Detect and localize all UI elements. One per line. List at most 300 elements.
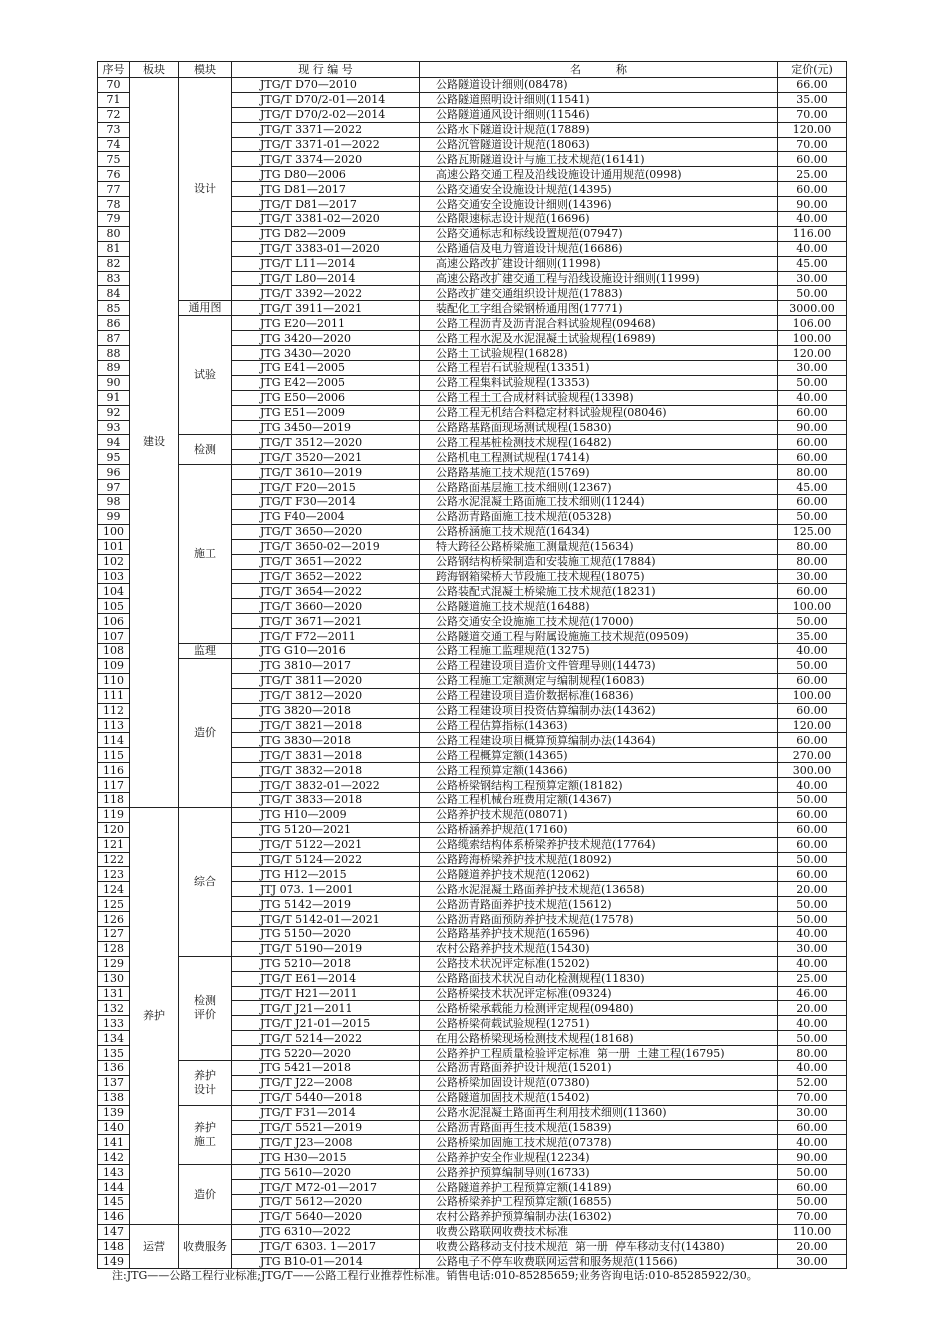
standard-code: JTG 5421—2018 — [232, 1061, 420, 1076]
standard-code: JTG/T 3811—2020 — [232, 673, 420, 688]
standard-name: 高速公路改扩建交通工程与沿线设施设计细则(11999) — [420, 271, 778, 286]
row-number: 141 — [98, 1135, 130, 1150]
standard-code: JTG/T F72—2011 — [232, 629, 420, 644]
row-number: 99 — [98, 509, 130, 524]
price-value: 50.00 — [778, 286, 847, 301]
price-value: 40.00 — [778, 926, 847, 941]
price-value: 50.00 — [778, 1031, 847, 1046]
standard-name: 在用公路桥梁现场检测技术规程(18168) — [420, 1031, 778, 1046]
standard-code: JTG/T 3812—2020 — [232, 688, 420, 703]
standard-name: 公路路面技术状况自动化检测规程(11830) — [420, 971, 778, 986]
price-value: 30.00 — [778, 1254, 847, 1269]
standard-name: 公路水泥混凝土路面再生利用技术细则(11360) — [420, 1105, 778, 1120]
price-value: 110.00 — [778, 1224, 847, 1239]
module-cell: 试验 — [179, 316, 232, 435]
standard-name: 公路工程基桩检测技术规程(16482) — [420, 435, 778, 450]
standard-code: JTG B10-01—2014 — [232, 1254, 420, 1269]
price-value: 25.00 — [778, 167, 847, 182]
price-value: 60.00 — [778, 435, 847, 450]
standard-code: JTG F40—2004 — [232, 509, 420, 524]
standard-name: 公路水泥混凝土路面施工技术细则(11244) — [420, 495, 778, 510]
standard-name: 公路技术状况评定标准(15202) — [420, 956, 778, 971]
price-value: 70.00 — [778, 1209, 847, 1224]
standard-code: JTG/T 3831—2018 — [232, 748, 420, 763]
price-value: 45.00 — [778, 480, 847, 495]
price-value: 60.00 — [778, 837, 847, 852]
row-number: 131 — [98, 986, 130, 1001]
standard-code: JTG/T 5640—2020 — [232, 1209, 420, 1224]
module-cell: 设计 — [179, 78, 232, 301]
row-number: 144 — [98, 1180, 130, 1195]
standard-code: JTG E50—2006 — [232, 390, 420, 405]
price-value: 90.00 — [778, 197, 847, 212]
standard-code: JTG 5120—2021 — [232, 822, 420, 837]
standard-code: JTG 6310—2022 — [232, 1224, 420, 1239]
row-number: 112 — [98, 703, 130, 718]
price-value: 30.00 — [778, 361, 847, 376]
standard-code: JTG 5210—2018 — [232, 956, 420, 971]
standard-name: 公路隧道施工技术规范(16488) — [420, 599, 778, 614]
standard-name: 公路限速标志设计规范(16696) — [420, 212, 778, 227]
price-value: 100.00 — [778, 599, 847, 614]
row-number: 95 — [98, 450, 130, 465]
row-number: 116 — [98, 763, 130, 778]
standard-name: 收费公路联网收费技术标准 — [420, 1224, 778, 1239]
price-value: 90.00 — [778, 420, 847, 435]
price-value: 60.00 — [778, 807, 847, 822]
price-value: 270.00 — [778, 748, 847, 763]
row-number: 82 — [98, 256, 130, 271]
standard-code: JTG H30—2015 — [232, 1150, 420, 1165]
row-number: 79 — [98, 212, 130, 227]
standard-code: JTG/T L11—2014 — [232, 256, 420, 271]
standard-name: 公路路基路面现场测试规程(15830) — [420, 420, 778, 435]
standard-code: JTG G10—2016 — [232, 643, 420, 658]
standard-code: JTG 3830—2018 — [232, 733, 420, 748]
standard-name: 公路沥青路面预防养护技术规范(17578) — [420, 912, 778, 927]
standard-name: 公路隧道交通工程与附属设施施工技术规范(09509) — [420, 629, 778, 644]
row-number: 134 — [98, 1031, 130, 1046]
row-number: 106 — [98, 614, 130, 629]
standard-name: 公路改扩建交通组织设计规范(17883) — [420, 286, 778, 301]
standard-code: JTG E51—2009 — [232, 405, 420, 420]
price-value: 60.00 — [778, 703, 847, 718]
standard-code: JTG/T D70—2010 — [232, 78, 420, 93]
price-value: 80.00 — [778, 1046, 847, 1061]
price-value: 45.00 — [778, 256, 847, 271]
standard-code: JTG H10—2009 — [232, 807, 420, 822]
row-number: 136 — [98, 1061, 130, 1076]
row-number: 143 — [98, 1165, 130, 1180]
row-number: 146 — [98, 1209, 130, 1224]
row-number: 115 — [98, 748, 130, 763]
standard-name: 公路工程施工定额测定与编制规程(16083) — [420, 673, 778, 688]
price-value: 120.00 — [778, 346, 847, 361]
row-number: 93 — [98, 420, 130, 435]
standard-name: 公路工程建设项目造价数据标准(16836) — [420, 688, 778, 703]
standard-code: JTG/T 5612—2020 — [232, 1195, 420, 1210]
standard-code: JTG/T 3383-01—2020 — [232, 241, 420, 256]
standard-name: 公路交通安全设施施工技术规范(17000) — [420, 614, 778, 629]
header-name: 名 称 — [420, 62, 778, 78]
standard-name: 特大跨径公路桥梁施工测量规范(15634) — [420, 539, 778, 554]
table-row — [98, 78, 847, 93]
section-cell: 运营 — [130, 1224, 179, 1269]
standard-code: JTG/T 3651—2022 — [232, 554, 420, 569]
standard-name: 高速公路改扩建设计细则(11998) — [420, 256, 778, 271]
row-number: 135 — [98, 1046, 130, 1061]
standard-code: JTG/T D70/2-01—2014 — [232, 92, 420, 107]
price-value: 46.00 — [778, 986, 847, 1001]
price-value: 40.00 — [778, 241, 847, 256]
standard-code: JTG/T J21—2011 — [232, 1001, 420, 1016]
row-number: 103 — [98, 569, 130, 584]
standard-name: 公路工程建设项目投资估算编制办法(14362) — [420, 703, 778, 718]
standard-name: 公路沥青路面再生技术规范(15839) — [420, 1120, 778, 1135]
standard-name: 公路路面基层施工技术细则(12367) — [420, 480, 778, 495]
standard-name: 公路工程估算指标(14363) — [420, 718, 778, 733]
standard-code: JTG/T D81—2017 — [232, 197, 420, 212]
standard-code: JTG/T 3911—2021 — [232, 301, 420, 316]
table-row — [98, 301, 847, 316]
module-cell: 造价 — [179, 658, 232, 807]
row-number: 109 — [98, 658, 130, 673]
row-number: 107 — [98, 629, 130, 644]
standard-code: JTG 5220—2020 — [232, 1046, 420, 1061]
standard-name: 公路工程沥青及沥青混合料试验规程(09468) — [420, 316, 778, 331]
row-number: 110 — [98, 673, 130, 688]
price-value: 80.00 — [778, 465, 847, 480]
standard-name: 公路钢结构桥梁制造和安装施工规范(17884) — [420, 554, 778, 569]
row-number: 90 — [98, 375, 130, 390]
standard-code: JTG/T F20—2015 — [232, 480, 420, 495]
standard-name: 公路桥梁钢结构工程预算定额(18182) — [420, 778, 778, 793]
standard-name: 公路养护预算编制导则(16733) — [420, 1165, 778, 1180]
standard-code: JTG/T 3660—2020 — [232, 599, 420, 614]
row-number: 128 — [98, 941, 130, 956]
price-value: 106.00 — [778, 316, 847, 331]
price-value: 120.00 — [778, 122, 847, 137]
standard-name: 公路工程水泥及水泥混凝土试验规程(16989) — [420, 331, 778, 346]
table-row — [98, 465, 847, 480]
row-number: 84 — [98, 286, 130, 301]
standard-code: JTG/T 3610—2019 — [232, 465, 420, 480]
standard-code: JTG/T J23—2008 — [232, 1135, 420, 1150]
standard-name: 公路桥梁加固设计规范(07380) — [420, 1075, 778, 1090]
standard-name: 公路瓦斯隧道设计与施工技术规范(16141) — [420, 152, 778, 167]
footnote: 注:JTG——公路工程行业标准;JTG/T——公路工程行业推荐性标准。销售电话:010-85285659;业务咨询电话:010-85285922/30。 — [112, 1269, 758, 1282]
price-value: 35.00 — [778, 92, 847, 107]
price-value: 40.00 — [778, 778, 847, 793]
price-value: 120.00 — [778, 718, 847, 733]
standard-code: JTG/T 3833—2018 — [232, 792, 420, 807]
table-row — [98, 807, 847, 822]
standard-name: 公路桥梁养护工程预算定额(16855) — [420, 1195, 778, 1210]
standard-code: JTG/T 3371—2022 — [232, 122, 420, 137]
module-cell: 养护施工 — [179, 1105, 232, 1165]
header-code: 现 行 编 号 — [232, 62, 420, 78]
section-cell: 建设 — [130, 78, 179, 808]
standard-code: JTG/T 3832—2018 — [232, 763, 420, 778]
price-value: 30.00 — [778, 1105, 847, 1120]
row-number: 138 — [98, 1090, 130, 1105]
price-value: 60.00 — [778, 1180, 847, 1195]
standard-code: JTG/T 3671—2021 — [232, 614, 420, 629]
standard-code: JTG/T E61—2014 — [232, 971, 420, 986]
standard-code: JTG/T 5190—2019 — [232, 941, 420, 956]
standard-code: JTG 3420—2020 — [232, 331, 420, 346]
standard-name: 公路工程建设项目造价文件管理导则(14473) — [420, 658, 778, 673]
standard-name: 公路工程集料试验规程(13353) — [420, 375, 778, 390]
price-value: 40.00 — [778, 212, 847, 227]
standard-code: JTG/T 3821—2018 — [232, 718, 420, 733]
module-cell: 综合 — [179, 807, 232, 956]
price-value: 40.00 — [778, 390, 847, 405]
price-value: 35.00 — [778, 629, 847, 644]
table-row — [98, 1224, 847, 1239]
standard-code: JTG/T 5122—2021 — [232, 837, 420, 852]
row-number: 74 — [98, 137, 130, 152]
standard-name: 公路隧道养护技术规范(12062) — [420, 867, 778, 882]
row-number: 148 — [98, 1239, 130, 1254]
standard-code: JTG/T 5142-01—2021 — [232, 912, 420, 927]
standard-code: JTG 3810—2017 — [232, 658, 420, 673]
table-body — [98, 78, 847, 1269]
table-row — [98, 1105, 847, 1120]
standard-code: JTG/T 3392—2022 — [232, 286, 420, 301]
module-cell: 收费服务 — [179, 1224, 232, 1269]
price-value: 60.00 — [778, 867, 847, 882]
row-number: 147 — [98, 1224, 130, 1239]
row-number: 87 — [98, 331, 130, 346]
price-value: 90.00 — [778, 1150, 847, 1165]
row-number: 86 — [98, 316, 130, 331]
header-row — [98, 62, 847, 78]
standard-name: 公路土工试验规程(16828) — [420, 346, 778, 361]
standard-name: 公路桥涵养护规范(17160) — [420, 822, 778, 837]
price-value: 50.00 — [778, 912, 847, 927]
standard-code: JTG/T M72-01—2017 — [232, 1180, 420, 1195]
price-value: 60.00 — [778, 182, 847, 197]
standard-code: JTG/T 5124—2022 — [232, 852, 420, 867]
header-section: 板块 — [130, 62, 179, 78]
standard-name: 公路隧道养护工程预算定额(14189) — [420, 1180, 778, 1195]
row-number: 120 — [98, 822, 130, 837]
row-number: 130 — [98, 971, 130, 986]
price-value: 40.00 — [778, 956, 847, 971]
standard-code: JTG/T 3652—2022 — [232, 569, 420, 584]
standard-code: JTG/T 3374—2020 — [232, 152, 420, 167]
row-number: 96 — [98, 465, 130, 480]
price-value: 40.00 — [778, 1061, 847, 1076]
standard-name: 公路工程施工监理规范(13275) — [420, 643, 778, 658]
standard-name: 公路工程概算定额(14365) — [420, 748, 778, 763]
standard-code: JTG E41—2005 — [232, 361, 420, 376]
standard-name: 公路隧道加固技术规范(15402) — [420, 1090, 778, 1105]
standard-name: 公路水下隧道设计规范(17889) — [420, 122, 778, 137]
row-number: 102 — [98, 554, 130, 569]
row-number: 118 — [98, 792, 130, 807]
standard-code: JTG/T 5440—2018 — [232, 1090, 420, 1105]
standard-name: 公路水泥混凝土路面养护技术规范(13658) — [420, 882, 778, 897]
price-value: 60.00 — [778, 152, 847, 167]
standard-name: 公路沥青路面养护技术规范(15612) — [420, 897, 778, 912]
price-value: 70.00 — [778, 137, 847, 152]
row-number: 126 — [98, 912, 130, 927]
price-value: 100.00 — [778, 331, 847, 346]
price-value: 40.00 — [778, 643, 847, 658]
price-value: 60.00 — [778, 405, 847, 420]
standard-code: JTG H12—2015 — [232, 867, 420, 882]
row-number: 129 — [98, 956, 130, 971]
row-number: 111 — [98, 688, 130, 703]
row-number: 114 — [98, 733, 130, 748]
row-number: 91 — [98, 390, 130, 405]
section-cell: 养护 — [130, 807, 179, 1224]
standard-name: 公路交通安全设施设计规范(14395) — [420, 182, 778, 197]
standard-name: 公路交通安全设施设计细则(14396) — [420, 197, 778, 212]
row-number: 127 — [98, 926, 130, 941]
price-value: 20.00 — [778, 882, 847, 897]
price-value: 80.00 — [778, 554, 847, 569]
standard-name: 公路隧道照明设计细则(11541) — [420, 92, 778, 107]
standard-code: JTG 3820—2018 — [232, 703, 420, 718]
price-value: 30.00 — [778, 569, 847, 584]
standard-code: JTG/T 6303. 1—2017 — [232, 1239, 420, 1254]
price-value: 3000.00 — [778, 301, 847, 316]
standard-code: JTG/T 5521—2019 — [232, 1120, 420, 1135]
row-number: 80 — [98, 226, 130, 241]
standard-code: JTG/T D70/2-02—2014 — [232, 107, 420, 122]
standard-name: 公路桥梁荷载试验规程(12751) — [420, 1016, 778, 1031]
standard-name: 农村公路养护预算编制办法(16302) — [420, 1209, 778, 1224]
standard-code: JTG D82—2009 — [232, 226, 420, 241]
row-number: 121 — [98, 837, 130, 852]
row-number: 85 — [98, 301, 130, 316]
row-number: 76 — [98, 167, 130, 182]
row-number: 132 — [98, 1001, 130, 1016]
standard-name: 公路沥青路面施工技术规范(05328) — [420, 509, 778, 524]
standard-name: 农村公路养护技术规范(15430) — [420, 941, 778, 956]
row-number: 97 — [98, 480, 130, 495]
price-value: 70.00 — [778, 107, 847, 122]
row-number: 124 — [98, 882, 130, 897]
row-number: 104 — [98, 584, 130, 599]
table-row — [98, 435, 847, 450]
standard-name: 公路工程建设项目概算预算编制办法(14364) — [420, 733, 778, 748]
price-value: 30.00 — [778, 271, 847, 286]
table-row — [98, 658, 847, 673]
standard-name: 公路通信及电力管道设计规范(16686) — [420, 241, 778, 256]
price-value: 50.00 — [778, 375, 847, 390]
standard-code: JTG/T J21-01—2015 — [232, 1016, 420, 1031]
row-number: 92 — [98, 405, 130, 420]
row-number: 117 — [98, 778, 130, 793]
price-value: 20.00 — [778, 1001, 847, 1016]
price-value: 50.00 — [778, 1165, 847, 1180]
row-number: 77 — [98, 182, 130, 197]
standard-name: 公路沥青路面养护设计规范(15201) — [420, 1061, 778, 1076]
standard-code: JTG D80—2006 — [232, 167, 420, 182]
module-cell: 监理 — [179, 643, 232, 658]
standard-name: 公路桥涵施工技术规范(16434) — [420, 524, 778, 539]
price-value: 66.00 — [778, 78, 847, 93]
standard-code: JTG/T 3381-02—2020 — [232, 212, 420, 227]
standard-name: 跨海钢箱梁桥大节段施工技术规程(18075) — [420, 569, 778, 584]
row-number: 119 — [98, 807, 130, 822]
price-value: 40.00 — [778, 1016, 847, 1031]
header-no: 序号 — [98, 62, 130, 78]
price-value: 80.00 — [778, 539, 847, 554]
row-number: 75 — [98, 152, 130, 167]
row-number: 145 — [98, 1195, 130, 1210]
standard-name: 公路养护安全作业规程(12234) — [420, 1150, 778, 1165]
row-number: 73 — [98, 122, 130, 137]
standard-code: JTG/T L80—2014 — [232, 271, 420, 286]
standard-code: JTG 5610—2020 — [232, 1165, 420, 1180]
standard-code: JTG/T 3650-02—2019 — [232, 539, 420, 554]
row-number: 149 — [98, 1254, 130, 1269]
standard-code: JTG/T 3650—2020 — [232, 524, 420, 539]
table-row — [98, 316, 847, 331]
row-number: 78 — [98, 197, 130, 212]
standard-code: JTG/T 3371-01—2022 — [232, 137, 420, 152]
standard-name: 公路养护技术规范(08071) — [420, 807, 778, 822]
standard-name: 公路沉管隧道设计规范(18063) — [420, 137, 778, 152]
row-number: 70 — [98, 78, 130, 93]
row-number: 98 — [98, 495, 130, 510]
row-number: 108 — [98, 643, 130, 658]
module-cell: 造价 — [179, 1165, 232, 1225]
row-number: 123 — [98, 867, 130, 882]
row-number: 105 — [98, 599, 130, 614]
standard-name: 公路桥梁技术状况评定标准(09324) — [420, 986, 778, 1001]
standard-code: JTG/T J22—2008 — [232, 1075, 420, 1090]
table-row — [98, 1165, 847, 1180]
price-value: 60.00 — [778, 495, 847, 510]
module-cell: 检测 — [179, 435, 232, 465]
price-value: 70.00 — [778, 1090, 847, 1105]
standard-name: 公路工程预算定额(14366) — [420, 763, 778, 778]
price-value: 60.00 — [778, 673, 847, 688]
row-number: 125 — [98, 897, 130, 912]
module-cell: 检测评价 — [179, 956, 232, 1060]
table-row — [98, 956, 847, 971]
price-value: 60.00 — [778, 584, 847, 599]
price-value: 50.00 — [778, 658, 847, 673]
row-number: 88 — [98, 346, 130, 361]
module-cell: 养护设计 — [179, 1061, 232, 1106]
standard-name: 公路桥梁加固施工技术规范(07378) — [420, 1135, 778, 1150]
row-number: 142 — [98, 1150, 130, 1165]
price-value: 50.00 — [778, 614, 847, 629]
standard-name: 公路工程机械台班费用定额(14367) — [420, 792, 778, 807]
header-price: 定价(元) — [778, 62, 847, 78]
standard-name: 公路路基养护技术规范(16596) — [420, 926, 778, 941]
standard-code: JTG/T 5214—2022 — [232, 1031, 420, 1046]
row-number: 122 — [98, 852, 130, 867]
standard-name: 公路工程土工合成材料试验规程(13398) — [420, 390, 778, 405]
standard-name: 公路隧道设计细则(08478) — [420, 78, 778, 93]
table-row — [98, 1061, 847, 1076]
header-module: 模块 — [179, 62, 232, 78]
price-value: 25.00 — [778, 971, 847, 986]
standard-code: JTG E42—2005 — [232, 375, 420, 390]
standard-code: JTG/T 3832-01—2022 — [232, 778, 420, 793]
price-value: 50.00 — [778, 509, 847, 524]
module-cell: 通用图 — [179, 301, 232, 316]
price-value: 116.00 — [778, 226, 847, 241]
